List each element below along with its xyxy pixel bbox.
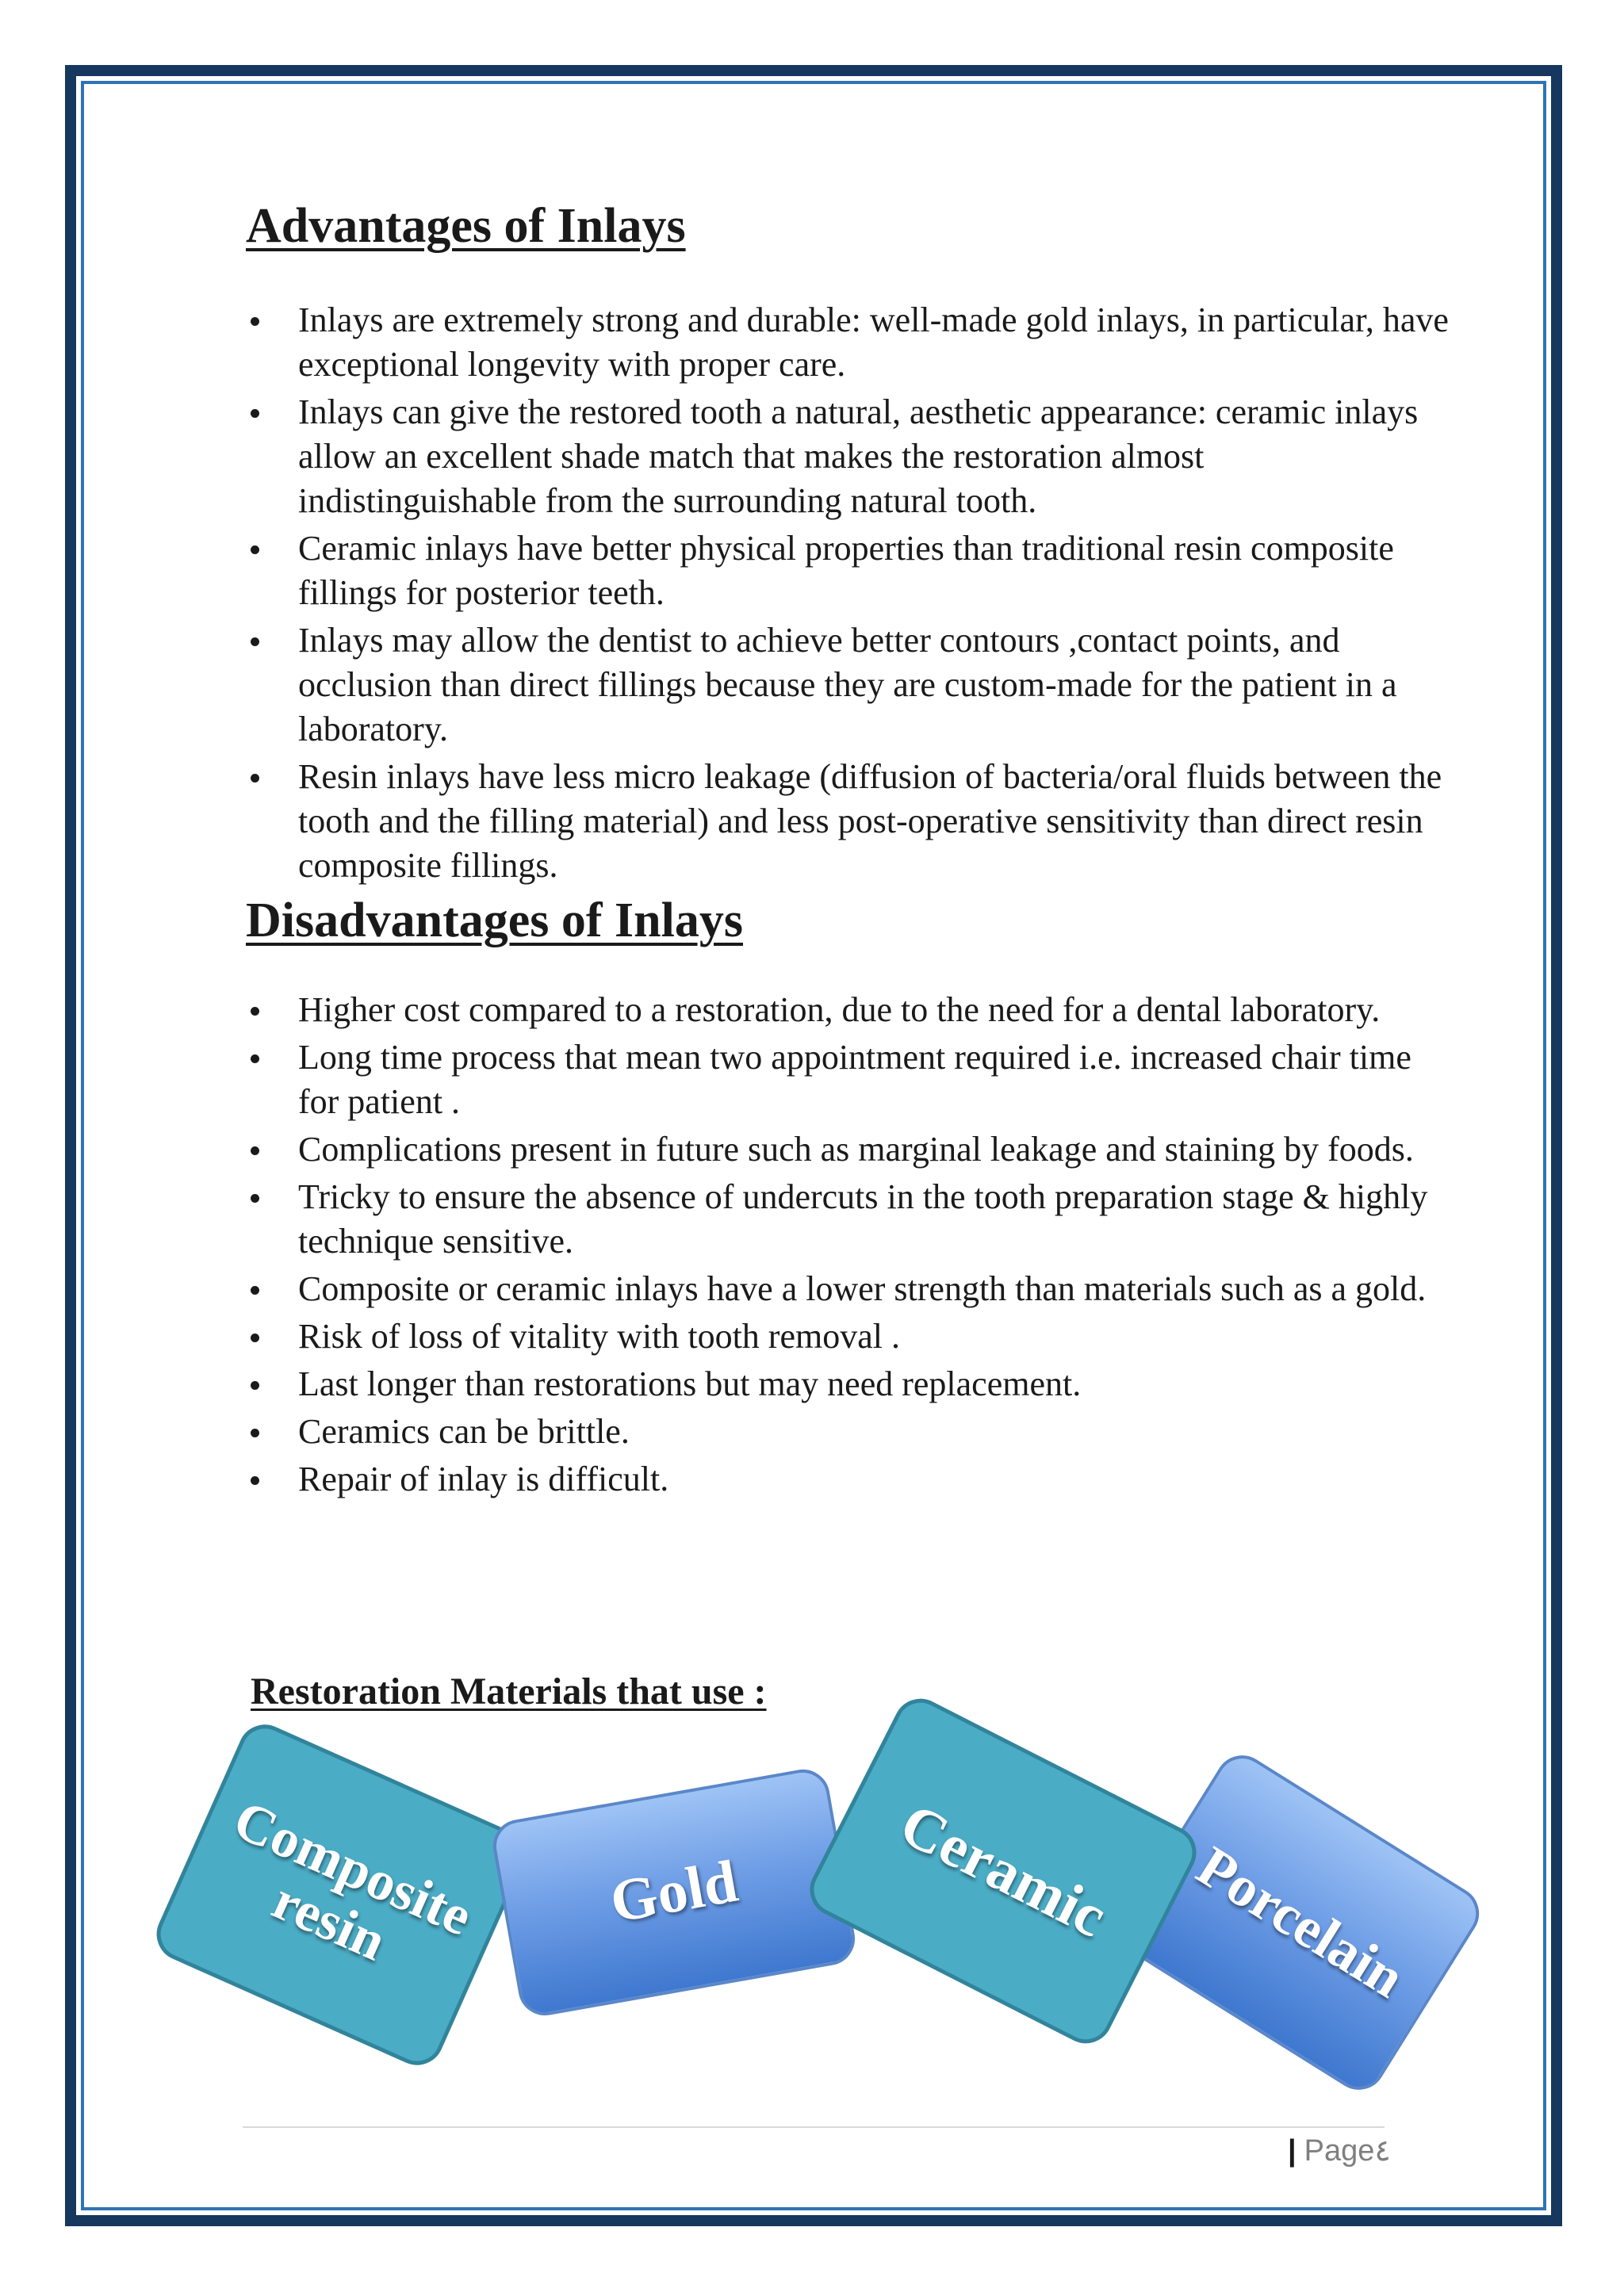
disadvantages-heading: Disadvantages of Inlays bbox=[246, 894, 743, 947]
page-number: | Page٤ bbox=[1288, 2134, 1391, 2168]
list-item: Ceramic inlays have better physical properties than traditional resin composite fillings for posterior teeth. bbox=[246, 526, 1451, 615]
list-item: Resin inlays have less micro leakage (diffusion of bacteria/oral fluids between the tooth and the filling material) and less post-operative sensitivity than direct resin composite fillings. bbox=[246, 755, 1451, 888]
materials-heading: Restoration Materials that use : bbox=[251, 1670, 767, 1712]
material-ceramic: Ceramic bbox=[801, 1689, 1205, 2053]
advantages-heading: Advantages of Inlays bbox=[246, 199, 686, 253]
list-item: Complications present in future such as marginal leakage and staining by foods. bbox=[246, 1127, 1451, 1172]
bullet-icon bbox=[251, 1334, 259, 1342]
material-porcelain: Porcelain bbox=[1112, 1745, 1489, 2099]
bullet-icon bbox=[251, 774, 259, 783]
list-item: Risk of loss of vitality with tooth removal . bbox=[246, 1314, 1451, 1359]
list-item: Long time process that mean two appointment required i.e. increased chair time for patient . bbox=[246, 1035, 1451, 1124]
list-item: Inlays are extremely strong and durable: well-made gold inlays, in particular, have exceptional longevity with proper care. bbox=[246, 298, 1451, 387]
bullet-icon bbox=[251, 409, 259, 418]
bullet-icon bbox=[251, 1476, 259, 1485]
advantages-list bbox=[246, 298, 1451, 891]
list-item: Ceramics can be brittle. bbox=[246, 1410, 1451, 1454]
disadvantages-list bbox=[246, 988, 1451, 1505]
bullet-icon bbox=[251, 1429, 259, 1437]
material-composite-resin: Composite resin bbox=[148, 1716, 534, 2074]
list-item: Repair of inlay is difficult. bbox=[246, 1457, 1451, 1502]
list-item: Composite or ceramic inlays have a lower strength than materials such as a gold. bbox=[246, 1267, 1451, 1311]
material-gold: Gold bbox=[489, 1766, 860, 2020]
list-item: Inlays can give the restored tooth a natural, aesthetic appearance: ceramic inlays allow an excellent shade match that makes the restoration almost indistinguishable from the surrounding natural tooth. bbox=[246, 390, 1451, 523]
bullet-icon bbox=[251, 1007, 259, 1016]
list-item: Inlays may allow the dentist to achieve better contours ,contact points, and occlusion than direct fillings because they are custom-made for the patient in a laboratory. bbox=[246, 618, 1451, 752]
bullet-icon bbox=[251, 1286, 259, 1295]
bullet-icon bbox=[251, 317, 259, 326]
bullet-icon bbox=[251, 1194, 259, 1203]
bullet-icon bbox=[251, 545, 259, 554]
bullet-icon bbox=[251, 1054, 259, 1063]
bullet-icon bbox=[251, 1381, 259, 1390]
bullet-icon bbox=[251, 1146, 259, 1155]
footer-divider bbox=[243, 2126, 1385, 2128]
list-item: Higher cost compared to a restoration, due to the need for a dental laboratory. bbox=[246, 988, 1451, 1032]
bullet-icon bbox=[251, 637, 259, 646]
list-item: Last longer than restorations but may need replacement. bbox=[246, 1362, 1451, 1406]
list-item: Tricky to ensure the absence of undercuts in the tooth preparation stage & highly technique sensitive. bbox=[246, 1175, 1451, 1264]
